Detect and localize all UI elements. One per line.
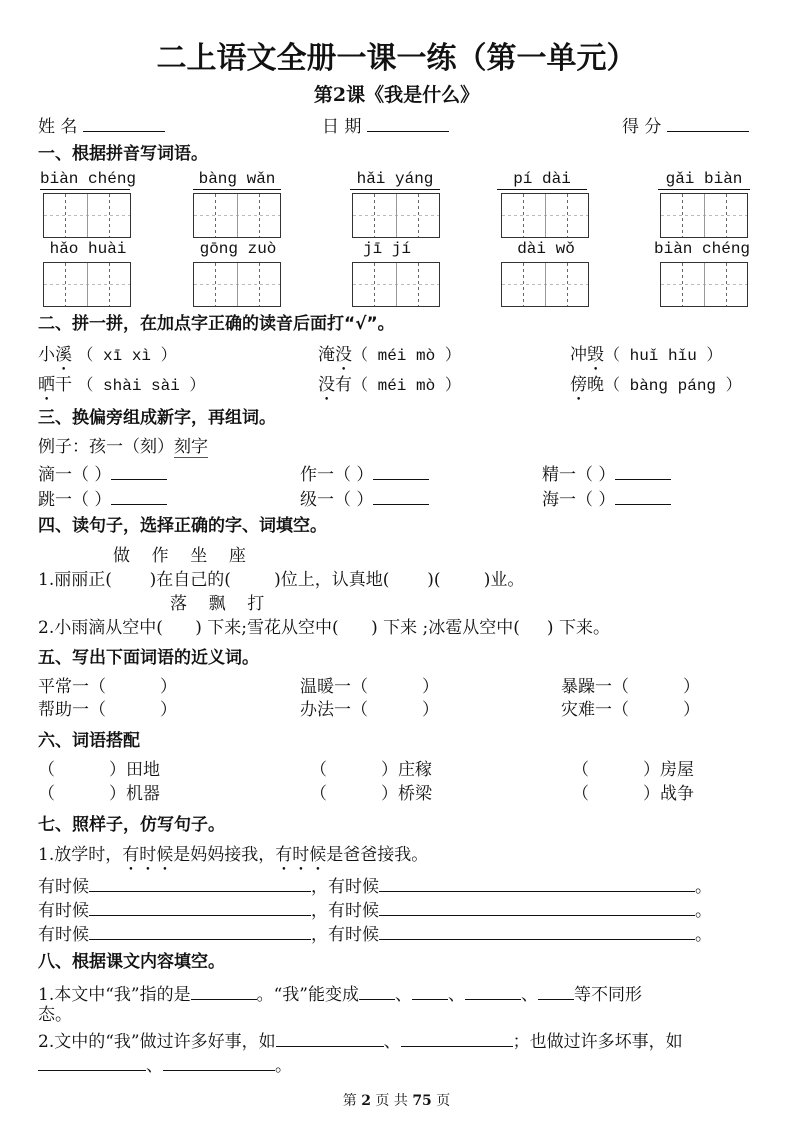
synonym-item[interactable]: 办法一（ ） bbox=[300, 700, 440, 720]
word-part: 晚 bbox=[587, 375, 604, 395]
pinyin-label: gōng zuò bbox=[199, 240, 277, 258]
footer-text: 第 bbox=[342, 1093, 357, 1109]
writing-grid[interactable] bbox=[501, 193, 589, 238]
reading-choice[interactable] bbox=[570, 375, 742, 405]
word-part: 小 bbox=[38, 345, 55, 365]
answer-blank[interactable] bbox=[89, 876, 311, 892]
line-prefix: 有时候 bbox=[38, 901, 89, 921]
answer-blank[interactable] bbox=[615, 489, 671, 505]
pinyin-options: （ xī xì ） bbox=[77, 347, 177, 365]
reading-choice[interactable] bbox=[570, 345, 722, 375]
answer-blank[interactable] bbox=[538, 984, 574, 1000]
radical-item[interactable] bbox=[38, 489, 167, 509]
section-5-heading: 五、写出下面词语的近义词。 bbox=[38, 648, 259, 668]
line-prefix: 有时候 bbox=[38, 925, 89, 945]
answer-blank[interactable] bbox=[111, 489, 167, 505]
writing-grid[interactable] bbox=[193, 262, 281, 307]
question-1[interactable]: 1.丽丽正( )在自己的( )位上，认真地( )( )业。 bbox=[38, 570, 525, 590]
answer-blank[interactable] bbox=[412, 984, 448, 1000]
radical-prompt: 级一（ ） bbox=[300, 490, 374, 510]
sep: 、 bbox=[383, 1032, 401, 1052]
line-end: 。 bbox=[695, 925, 712, 945]
section-7-heading: 七、照样子，仿写句子。 bbox=[38, 815, 225, 835]
radical-item[interactable] bbox=[300, 489, 429, 509]
answer-blank[interactable] bbox=[111, 464, 167, 480]
example bbox=[38, 439, 219, 456]
sep: 、 bbox=[395, 985, 412, 1005]
pinyin-label: biàn chéng bbox=[40, 170, 137, 188]
page-footer bbox=[0, 1094, 793, 1108]
dotted-word: 有时候 bbox=[275, 845, 327, 865]
section-2-heading: 二、拼一拼，在加点字正确的读音后面打“√”。 bbox=[38, 314, 395, 334]
name-label: 姓 名 bbox=[38, 117, 78, 137]
footer-text: 页 共 bbox=[375, 1093, 408, 1109]
fill-question-1[interactable] bbox=[38, 984, 642, 1004]
answer-blank[interactable] bbox=[401, 1031, 513, 1047]
pinyin-label: biàn chéng bbox=[654, 240, 751, 258]
line-end: 。 bbox=[695, 877, 712, 897]
answer-blank[interactable] bbox=[379, 876, 695, 892]
radical-prompt: 海一（ ） bbox=[542, 490, 616, 510]
section-4-heading: 四、读句子，选择正确的字、词填空。 bbox=[38, 516, 327, 536]
section-6-heading: 六、词语搭配 bbox=[38, 731, 140, 751]
radical-item[interactable] bbox=[542, 489, 671, 509]
question-2[interactable]: 2.小雨滴从空中( ) 下来;雪花从空中( ) 下来 ;冰雹从空中( ) 下来。 bbox=[38, 618, 610, 638]
word-part: 淹 bbox=[318, 345, 335, 365]
answer-blank[interactable] bbox=[615, 464, 671, 480]
imitation-line[interactable] bbox=[38, 876, 712, 896]
answer-blank[interactable] bbox=[89, 924, 311, 940]
score-blank[interactable] bbox=[667, 116, 749, 132]
dotted-char: 没 bbox=[335, 345, 352, 365]
radical-prompt: 滴一（ ） bbox=[38, 465, 112, 485]
text: 。 bbox=[275, 1056, 292, 1076]
writing-grid[interactable] bbox=[352, 193, 440, 238]
pinyin-options: （ shài sài ） bbox=[77, 377, 206, 395]
page-number: 2 bbox=[361, 1093, 371, 1109]
collocation-item[interactable]: （ ）田地 bbox=[38, 760, 161, 780]
writing-grid[interactable] bbox=[43, 262, 131, 307]
pinyin-label: hǎi yáng bbox=[350, 171, 440, 190]
writing-grid[interactable] bbox=[352, 262, 440, 307]
synonym-item[interactable]: 灾难一（ ） bbox=[561, 700, 701, 720]
radical-prompt: 作一（ ） bbox=[300, 465, 374, 485]
answer-blank[interactable] bbox=[373, 464, 429, 480]
example-sentence bbox=[38, 845, 428, 875]
text: 态。 bbox=[38, 1005, 72, 1025]
radical-item[interactable] bbox=[542, 464, 671, 484]
word-part: 冲 bbox=[570, 345, 587, 365]
example-prefix: 例子：孩一（刻） bbox=[38, 437, 174, 457]
writing-grid[interactable] bbox=[43, 193, 131, 238]
answer-blank[interactable] bbox=[38, 1055, 146, 1071]
pinyin-options: （ méi mò ） bbox=[352, 377, 461, 395]
line-mid: ，有时候 bbox=[311, 901, 379, 921]
imitation-line[interactable] bbox=[38, 924, 712, 944]
dotted-char: 晒 bbox=[38, 375, 55, 395]
sep: 、 bbox=[448, 985, 465, 1005]
lesson-subtitle: 第2课《我是什么》 bbox=[313, 84, 480, 106]
section-1-heading: 一、根据拼音写词语。 bbox=[38, 144, 208, 164]
answer-blank[interactable] bbox=[465, 984, 521, 1000]
line-mid: ，有时候 bbox=[311, 925, 379, 945]
page-title: 二上语文全册一课一练（第一单元） bbox=[156, 41, 637, 76]
writing-grid[interactable] bbox=[660, 262, 748, 307]
fill-question-2-cont[interactable] bbox=[38, 1055, 292, 1075]
answer-blank[interactable] bbox=[359, 984, 395, 1000]
dotted-char: 溪 bbox=[55, 345, 72, 365]
name-field[interactable] bbox=[38, 116, 165, 136]
sep: 、 bbox=[521, 985, 538, 1005]
answer-blank[interactable] bbox=[191, 984, 257, 1000]
pinyin-options: （ huǐ hǐu ） bbox=[604, 347, 723, 365]
text: 等不同形 bbox=[574, 985, 642, 1005]
section-8-heading: 八、根据课文内容填空。 bbox=[38, 952, 225, 972]
collocation-item[interactable]: （ ）房屋 bbox=[572, 760, 695, 780]
name-blank[interactable] bbox=[83, 116, 165, 132]
answer-blank[interactable] bbox=[89, 900, 311, 916]
answer-blank[interactable] bbox=[276, 1031, 384, 1047]
synonym-item[interactable]: 暴躁一（ ） bbox=[561, 677, 701, 697]
word-part: 有 bbox=[335, 375, 352, 395]
pinyin-label: gǎi biàn bbox=[658, 171, 750, 190]
answer-blank[interactable] bbox=[373, 489, 429, 505]
radical-prompt: 精一（ ） bbox=[542, 465, 616, 485]
dotted-char: 毁 bbox=[587, 345, 604, 365]
answer-blank[interactable] bbox=[379, 900, 695, 916]
total-pages: 75 bbox=[412, 1093, 432, 1109]
line-mid: ，有时候 bbox=[311, 877, 379, 897]
date-blank[interactable] bbox=[367, 116, 449, 132]
line-prefix: 有时候 bbox=[38, 877, 89, 897]
collocation-item[interactable]: （ ）桥梁 bbox=[310, 784, 433, 804]
radical-item[interactable] bbox=[38, 464, 167, 484]
example-word: 刻字 bbox=[174, 437, 208, 457]
synonym-item[interactable]: 温暖一（ ） bbox=[300, 677, 440, 697]
collocation-item[interactable]: （ ）庄稼 bbox=[310, 760, 433, 780]
pinyin-label: jī jí bbox=[362, 240, 411, 258]
dotted-char: 没 bbox=[318, 375, 335, 395]
collocation-item[interactable]: （ ）战争 bbox=[572, 784, 695, 804]
score-field[interactable] bbox=[622, 116, 749, 136]
pinyin-label: dài wǒ bbox=[517, 240, 575, 258]
imitation-line[interactable] bbox=[38, 900, 712, 920]
reading-choice[interactable] bbox=[318, 375, 461, 405]
pinyin-label: pí dài bbox=[497, 171, 587, 190]
reading-choice[interactable] bbox=[38, 375, 205, 405]
dotted-char: 傍 bbox=[570, 375, 587, 395]
synonym-item[interactable]: 帮助一（ ） bbox=[38, 700, 178, 720]
collocation-item[interactable]: （ ）机器 bbox=[38, 784, 161, 804]
text: 2.文中的“我”做过许多好事，如 bbox=[38, 1032, 276, 1052]
sep: 、 bbox=[146, 1056, 163, 1076]
dotted-word: 有时候 bbox=[122, 845, 174, 865]
writing-grid[interactable] bbox=[501, 262, 589, 307]
radical-prompt: 跳一（ ） bbox=[38, 490, 112, 510]
text: ；也做过许多坏事，如 bbox=[512, 1032, 683, 1052]
writing-grid[interactable] bbox=[660, 193, 748, 238]
date-field[interactable] bbox=[322, 116, 449, 136]
text: 。“我”能变成 bbox=[256, 985, 359, 1005]
answer-blank[interactable] bbox=[163, 1055, 275, 1071]
line-end: 。 bbox=[695, 901, 712, 921]
reading-choice[interactable] bbox=[38, 345, 177, 375]
score-label: 得 分 bbox=[622, 117, 662, 137]
radical-item[interactable] bbox=[300, 464, 429, 484]
sentence-part: 是妈妈接我， bbox=[173, 845, 276, 865]
footer-text: 页 bbox=[436, 1093, 451, 1109]
sentence-part: 1.放学时， bbox=[38, 845, 123, 865]
writing-grid[interactable] bbox=[193, 193, 281, 238]
fill-question-2[interactable] bbox=[38, 1031, 683, 1051]
sentence-part: 是爸爸接我。 bbox=[326, 845, 429, 865]
pinyin-options: （ bàng páng ） bbox=[604, 377, 742, 395]
pinyin-label: bàng wǎn bbox=[193, 171, 281, 190]
text: 1.本文中“我”指的是 bbox=[38, 985, 191, 1005]
reading-choice[interactable] bbox=[318, 345, 461, 375]
synonym-item[interactable]: 平常一（ ） bbox=[38, 677, 178, 697]
word-part: 干 bbox=[55, 375, 72, 395]
answer-blank[interactable] bbox=[379, 924, 695, 940]
date-label: 日 期 bbox=[322, 117, 362, 137]
pinyin-options: （ méi mò ） bbox=[352, 347, 461, 365]
section-3-heading: 三、换偏旁组成新字，再组词。 bbox=[38, 408, 276, 428]
pinyin-label: hǎo huài bbox=[49, 240, 127, 258]
choice-chars: 做 作 坐 座 bbox=[113, 546, 246, 566]
choice-chars: 落 飘 打 bbox=[170, 594, 265, 614]
